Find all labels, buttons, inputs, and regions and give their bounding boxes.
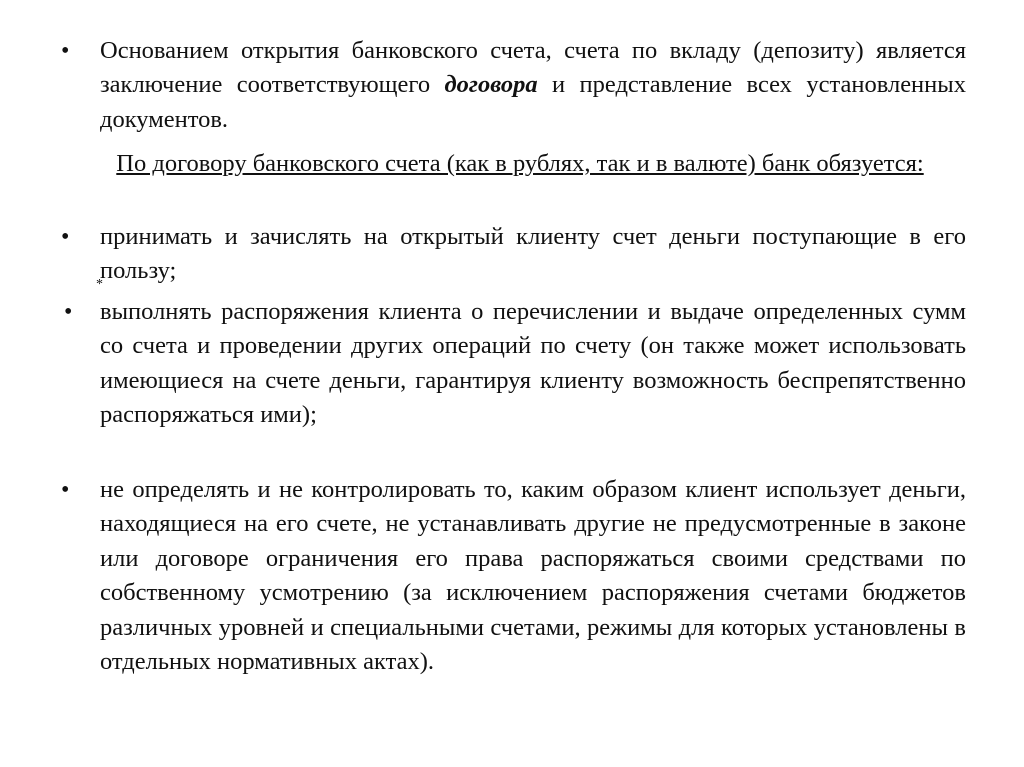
opening-text-emphasis: договора (444, 71, 538, 99)
obligations-heading: По договору банковского счета (как в рублях, так и в валюте) банк обязуется: (116, 150, 924, 177)
list-item-text: выполнять распоряжения клиента о перечислении и выдаче определенных сумм со счета и проведении других операций по счету (он также может использовать имеющиеся на счете деньги, гарантируя клиенту возможность беспрепятственно распоряжаться ими); (100, 298, 966, 429)
bullet-marker: • (61, 224, 70, 250)
stray-asterisk: * (96, 277, 103, 292)
bullet-marker: • (61, 477, 70, 503)
opening-text (100, 34, 966, 137)
list-item-text: не определять и не контролировать то, каким образом клиент использует деньги, находящиеся на его счете, не устанавливать другие не предусмотренные в законе или договоре ограничения его права распоряжаться своими средствами по собственному усмотрению (за исключением распоряжения счетами бюджетов различных уровней и специальными счетами, режимы для которых установлены в отдельных нормативных актах). (100, 476, 966, 676)
opening-text-before: Основанием открытия банковского счета, счета по вкладу (депозиту) является заключение соответствующего (100, 37, 966, 99)
opening-text-after: и представление всех установленных документов. (100, 71, 966, 133)
list-item-text: принимать и зачислять на открытый клиенту счет деньги поступающие в его пользу; (100, 223, 966, 285)
bullet-marker: • (61, 38, 70, 64)
bullet-marker: • (64, 299, 73, 325)
